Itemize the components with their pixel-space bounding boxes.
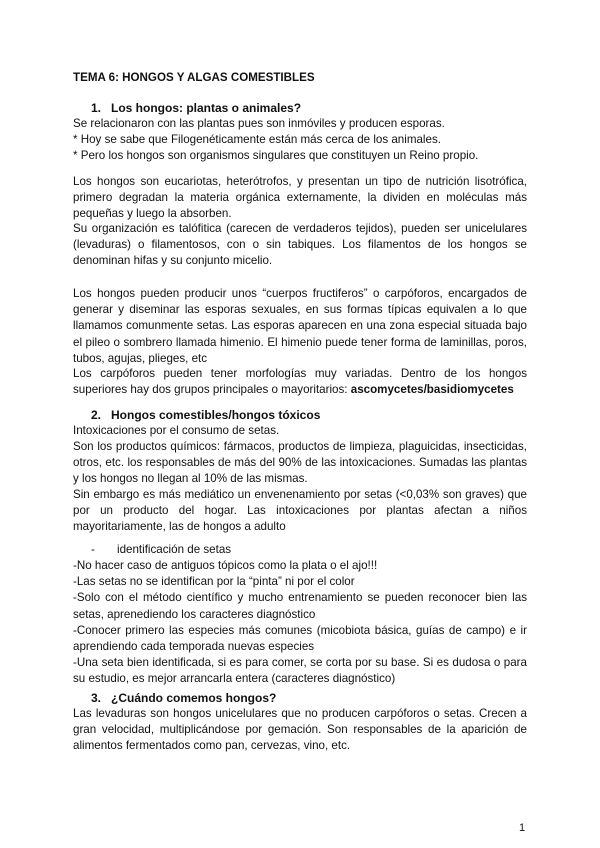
section-number: 1. bbox=[91, 101, 102, 115]
section-heading-text: ¿Cuándo comemos hongos? bbox=[111, 691, 277, 705]
list-item: -Conocer primero las especies más comunes (micobiota básica, guías de campo) e ir aprendiendo cada temporada nuevas especies bbox=[73, 623, 527, 654]
paragraph: Los hongos pueden producir unos “cuerpos fructiferos” o carpóforos, encargados de generar y diseminar las esporas sexuales, en sus formas típicas equivalen a lo que llamamos comunmente setas. Las esporas aparecen en una zona especial situada bajo el pileo o sombrero llamada himenio. El himenio puede tener forma de laminillas, poros, tubos, agujas, plieges, etc bbox=[73, 287, 527, 365]
section-number: 2. bbox=[91, 408, 102, 422]
paragraph: Las levaduras son hongos unicelulares que no producen carpóforos o setas. Crecen a gran velocidad, multiplicándose por gemación. Son responsables de la aparición de alimentos fermentados como pan, cervezas, vino, etc. bbox=[73, 707, 527, 753]
text-line: * Pero los hongos son organismos singulares que constituyen un Reino propio. bbox=[73, 149, 479, 163]
section-heading-2 bbox=[91, 407, 527, 423]
paragraph: Los hongos son eucariotas, heterótrofos, y presentan un tipo de nutrición lisotrófica, primero degradan la materia orgánica externamente, la dividen en moléculas más pequeñas y luego la absorben. bbox=[73, 175, 527, 221]
text-line: Intoxicaciones por el consumo de setas. bbox=[73, 424, 280, 437]
bullet-dash: - bbox=[91, 543, 95, 556]
paragraph: Su organización es talófitica (carecen de verdaderos tejidos), pueden ser unicelulares (levaduras) o filamentosos, con o sin tabiques. Los filamentos de los hongos se denominan hifas y su conjunto micelio. bbox=[73, 222, 527, 268]
document-title: TEMA 6: HONGOS Y ALGAS COMESTIBLES bbox=[73, 71, 315, 84]
intro-lines bbox=[73, 116, 527, 165]
paragraph: Son los productos químicos: fármacos, productos de limpieza, plaguicidas, insecticidas, otros, etc. los responsables de más del 90% de las intoxicaciones. Sumadas las plantas y los hongos no llegan al 10% de las mismas. bbox=[73, 440, 527, 486]
tips-list bbox=[73, 558, 527, 688]
section-number: 3. bbox=[91, 691, 102, 705]
page-number: 1 bbox=[519, 822, 526, 834]
section-heading-text: Los hongos: plantas o animales? bbox=[111, 101, 302, 115]
paragraph bbox=[73, 366, 527, 398]
bold-text: ascomycetes/basidiomycetes bbox=[350, 383, 514, 397]
bullet-item bbox=[91, 542, 545, 558]
list-item: -Las setas no se identifican por la “pinta” ni por el color bbox=[73, 575, 355, 589]
paragraph-text: Los carpóforos pueden tener morfologías muy variadas. Dentro de los hongos superiores hay dos grupos principales o mayoritarios: bbox=[73, 367, 527, 397]
section-heading-text: Hongos comestibles/hongos tóxicos bbox=[111, 408, 321, 422]
list-item: -Solo con el método científico y mucho entrenamiento se pueden reconocer bien las setas, aprenediendo los caracteres diagnóstico bbox=[73, 591, 527, 621]
text-line: Se relacionaron con las plantas pues son inmóviles y producen esporas. bbox=[73, 117, 445, 130]
paragraph: Sin embargo es más mediático un envenenamiento por setas (<0,03% son graves) que por un producto del hogar. Las intoxicaciones por plantas afectan a niños mayoritariamente, las de hongos a adulto bbox=[73, 488, 527, 534]
list-item: -No hacer caso de antiguos tópicos como la plata o el ajo!!! bbox=[73, 559, 378, 572]
text-line: * Hoy se sabe que Filogenéticamente están más cerca de los animales. bbox=[73, 133, 441, 147]
section-heading-3 bbox=[91, 690, 527, 706]
section-heading-1 bbox=[91, 100, 527, 116]
bullet-text: identificación de setas bbox=[117, 543, 232, 556]
list-item: -Una seta bien identificada, si es para comer, se corta por su base. Si es dudosa o para su estudio, es mejor arrancarla entera (caracteres diagnóstico) bbox=[73, 656, 527, 686]
